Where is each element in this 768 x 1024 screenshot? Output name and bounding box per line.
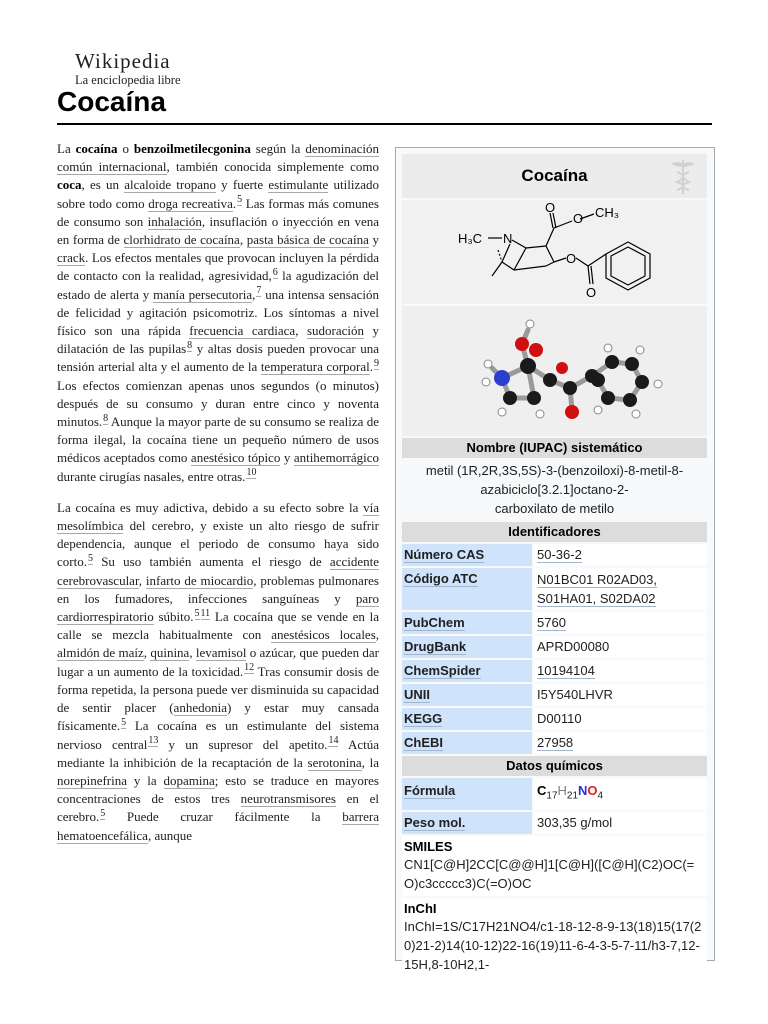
reference-link[interactable]: 14 — [328, 735, 339, 747]
tagline: La enciclopedia libre — [75, 73, 181, 87]
reference-link[interactable]: 10 — [246, 467, 257, 479]
methyl-label: H₃C — [458, 231, 483, 246]
ball-and-stick-model — [402, 306, 707, 436]
infobox-title: Cocaína — [521, 166, 588, 185]
reference-link[interactable]: 5 — [100, 807, 106, 819]
formula-row — [402, 778, 707, 810]
reference-link[interactable]: 8 — [187, 339, 193, 351]
title-divider — [57, 123, 712, 125]
structural-formula-image[interactable] — [402, 200, 707, 304]
iupac-name — [402, 458, 707, 520]
reference-link[interactable]: 12 — [244, 662, 255, 674]
identifier-value: D00110 — [537, 711, 582, 726]
identifier-value-link[interactable]: 10194104 — [537, 663, 595, 678]
article-link[interactable]: pasta básica de cocaína — [246, 232, 369, 248]
article-body — [57, 140, 379, 858]
identifiers-table — [402, 544, 707, 754]
identifier-row-cas — [402, 544, 707, 566]
identifier-key-link[interactable]: ChEBI — [404, 735, 443, 750]
wordmark: Wikipedia — [75, 49, 171, 73]
identifier-value-link[interactable]: N01BC01 R02AD03, S01HA01, S02DA02 — [537, 572, 657, 606]
identifier-row-unii — [402, 684, 707, 706]
article-link[interactable]: clorhidrato de cocaína — [123, 232, 240, 248]
article-link[interactable]: anestésico tópico — [190, 450, 281, 466]
article-link[interactable]: barrera hematoencefálica — [57, 809, 379, 843]
article-link[interactable]: estimulante — [268, 177, 329, 193]
identifiers-header: Identificadores — [402, 522, 707, 542]
article-link[interactable]: droga recreativa — [148, 195, 233, 211]
article-link[interactable]: anestésicos locales — [271, 627, 376, 643]
article-link[interactable]: temperatura corporal — [260, 359, 370, 375]
hydrogen-symbol[interactable]: H — [557, 783, 567, 798]
article-link[interactable]: infarto de miocardio — [145, 572, 254, 588]
inchi-block — [402, 898, 707, 977]
bottom-oxygen-label: O — [586, 285, 597, 300]
ester-oxygen-label: O — [573, 211, 584, 226]
article-link[interactable]: manía persecutoria — [153, 286, 253, 302]
formula-label-link[interactable]: Fórmula — [404, 783, 456, 798]
nitrogen-label: N — [503, 231, 513, 246]
identifier-row-pubchem — [402, 612, 707, 634]
identifier-key-link[interactable]: Código ATC — [404, 571, 478, 586]
article-link[interactable]: serotonina — [307, 754, 362, 770]
smiles-value: CN1[C@H]2CC[C@@H]1[C@H]([C@H](C2)OC(=O)c3ccccc3)C(=O)OC — [404, 856, 695, 891]
article-link[interactable]: accidente cerebrovascular — [57, 554, 379, 588]
inchi-value: InChI=1S/C17H21NO4/c1-18-12-8-9-13(18)15(17(20)21-2)14(10-12)22-16(19)11-6-4-3-5-7-11/h3-7,12-15H,8-10H2,1- — [404, 918, 702, 972]
molar-mass-label-link[interactable]: Peso mol. — [404, 814, 466, 830]
article-link[interactable]: neurotransmisores — [240, 791, 336, 807]
identifier-value: APRD00080 — [537, 639, 610, 654]
identifier-key-link[interactable]: ChemSpider — [404, 663, 481, 678]
article-link[interactable]: vía mesolímbica — [57, 499, 379, 534]
article-link[interactable]: frecuencia cardiaca — [189, 323, 296, 339]
identifier-value-link[interactable]: 5760 — [537, 615, 566, 630]
caduceus-icon — [663, 156, 703, 196]
iupac-line: metil (1R,2R,3S,5S)-3-(benzoiloxi)-8-metil-8- — [425, 463, 684, 478]
bold-term: coca — [57, 177, 82, 193]
reference-link[interactable]: 5 — [194, 607, 200, 619]
article-link[interactable]: crack — [57, 250, 86, 266]
reference-link[interactable]: 6 — [272, 267, 278, 279]
article-link[interactable]: anhedonia — [173, 700, 227, 716]
ball-and-stick-model-image[interactable] — [402, 306, 707, 436]
article-link[interactable]: alcaloide tropano — [124, 177, 216, 193]
molar-mass-value: 303,35 g/mol — [534, 812, 707, 834]
reference-link[interactable]: 5 — [237, 194, 243, 206]
reference-link[interactable]: 11 — [200, 607, 211, 619]
article-link[interactable]: quinina — [150, 645, 190, 661]
molar-mass-row — [402, 812, 707, 834]
infobox — [395, 147, 715, 972]
carbon-count: 17 — [546, 790, 558, 802]
article-link[interactable]: dopamina — [163, 772, 215, 788]
iupac-header: Nombre (IUPAC) sistemático — [402, 438, 707, 458]
carbonyl-oxygen-label: O — [545, 200, 556, 215]
article-link[interactable]: paro cardiorrespiratorio — [57, 590, 379, 625]
identifier-key-link[interactable]: PubChem — [404, 615, 465, 630]
chemical-data-header: Datos químicos — [402, 756, 707, 776]
inchi-label: InChI — [404, 900, 437, 916]
identifier-row-atc — [402, 568, 707, 610]
identifier-key-link[interactable]: UNII — [404, 687, 430, 702]
oxygen-symbol[interactable]: O — [587, 783, 598, 798]
reference-link[interactable]: 9 — [374, 358, 379, 370]
identifier-row-chebi — [402, 732, 707, 754]
infobox-caption — [402, 154, 707, 198]
identifier-row-kegg — [402, 708, 707, 730]
molecular-formula — [534, 778, 707, 810]
structural-formula-drawing — [402, 200, 707, 304]
identifier-value-link[interactable]: 27958 — [537, 735, 574, 750]
identifier-key-link[interactable]: Número CAS — [404, 547, 485, 562]
bold-term: cocaína — [75, 141, 118, 156]
identifier-key-link[interactable]: KEGG — [404, 711, 443, 726]
nitrogen-symbol[interactable]: N — [578, 783, 588, 798]
identifier-row-drugbank — [402, 636, 707, 658]
ester2-oxygen-label: O — [566, 251, 577, 266]
page-title: Cocaína — [57, 86, 166, 117]
article-link[interactable]: antihemorrágico — [293, 450, 379, 466]
article-paragraph: La cocaína o benzoilmetilecgonina según la denominación común internacional, también conocida simplemente como coca, es un alcaloide tropano y fuerte estimulante utilizado sobre todo como droga recreativa.$^5$ Las formas más comunes de consumo son inhalación, insuflación o inyección en vena en forma de clorhidrato de cocaína, pasta básica de cocaína y crack. Los efectos mentales que provocan incluyen la pérdida de contacto con la realidad, agresividad,$^6$ la agudización del estado de alerta y manía persecutoria,$^7$ una intensa sensación de felicidad y agitación psicomotriz. Los síntomas a nivel físico son una rápida frecuencia cardiaca, sudoración y dilatación de las pupilas$^8$ y altas dosis pueden provocar una tensión arterial alta y el aumento de la temperatura corporal.$^9$ Los efectos comienzan apenas unos segundos (o minutos) después de su consumo y duran entre cinco y noventa minutos.$^8$ Aunque la mayor parte de su consumo se realiza de forma ilegal, la cocaína tiene un pequeño número de usos médicos aceptados como anestésico tópico y antihemorrágico durante cirugías nasales, entre otras.$^{10}$ — [57, 141, 380, 484]
article-link[interactable]: inhalación — [147, 213, 202, 229]
identifier-value-link[interactable]: 50-36-2 — [537, 547, 582, 562]
smiles-label: SMILES — [404, 838, 453, 854]
reference-link[interactable]: 13 — [148, 735, 159, 747]
iupac-line: azabiciclo[3.2.1]octano-2- — [480, 482, 629, 497]
carbon-symbol[interactable]: C — [537, 783, 547, 798]
article-link[interactable]: denominación común internacional — [57, 141, 380, 175]
article-link[interactable]: sudoración — [306, 323, 364, 339]
article-link[interactable]: almidón de maíz — [57, 645, 144, 661]
article-link[interactable]: levamisol — [195, 645, 247, 661]
hydrogen-count: 21 — [566, 790, 579, 802]
iupac-line: carboxilato de metilo — [494, 501, 615, 516]
identifier-value: I5Y540LHVR — [537, 687, 613, 702]
article-paragraph: La cocaína es muy adictiva, debido a su efecto sobre la vía mesolímbica del cerebro, y existe un alto riesgo de sufrir dependencia, aunque el periodo de consumo haya sido corto.$^5$ Su uso también aumenta el riesgo de accidente cerebrovascular, infarto de miocardio, problemas pulmonares en los fumadores, infecciones sanguíneas y paro cardiorrespiratorio súbito.$^{511}$ La cocaína que se vende en la calle se mezcla habitualmente con anestésicos locales, almidón de maíz, quinina, levamisol o azúcar, que pueden dar lugar a un aumento de la toxicidad.$^{12}$ Tras consumir dosis de forma repetida, la persona puede ver disminuida su capacidad de sentir placer (anhedonia) y estar muy cansada físicamente.$^5$ La cocaína es un estimulante del sistema nervioso central$^{13}$ y un supresor del apetito.$^{14}$ Actúa mediante la inhibición de la recaptación de la serotonina, la norepinefrina y la dopamina; esto se traduce en mayores concentraciones de estos tres neurotransmisores en el cerebro.$^5$ Puede cruzar fácilmente la barrera hematoencefálica, aunque — [57, 499, 380, 843]
smiles-block — [402, 836, 707, 896]
ch3-label: CH₃ — [595, 205, 620, 220]
oxygen-count: 4 — [597, 790, 604, 802]
bold-term: benzoilmetilecgonina — [133, 141, 251, 156]
article-link[interactable]: norepinefrina — [57, 772, 128, 788]
reference-link[interactable]: 8 — [103, 412, 109, 424]
identifier-key-link[interactable]: DrugBank — [404, 639, 467, 654]
wikipedia-logo[interactable] — [75, 50, 205, 87]
identifier-row-chemspider — [402, 660, 707, 682]
reference-link[interactable]: 5 — [87, 553, 93, 565]
reference-link[interactable]: 7 — [256, 285, 262, 297]
reference-link[interactable]: 5 — [121, 716, 127, 728]
